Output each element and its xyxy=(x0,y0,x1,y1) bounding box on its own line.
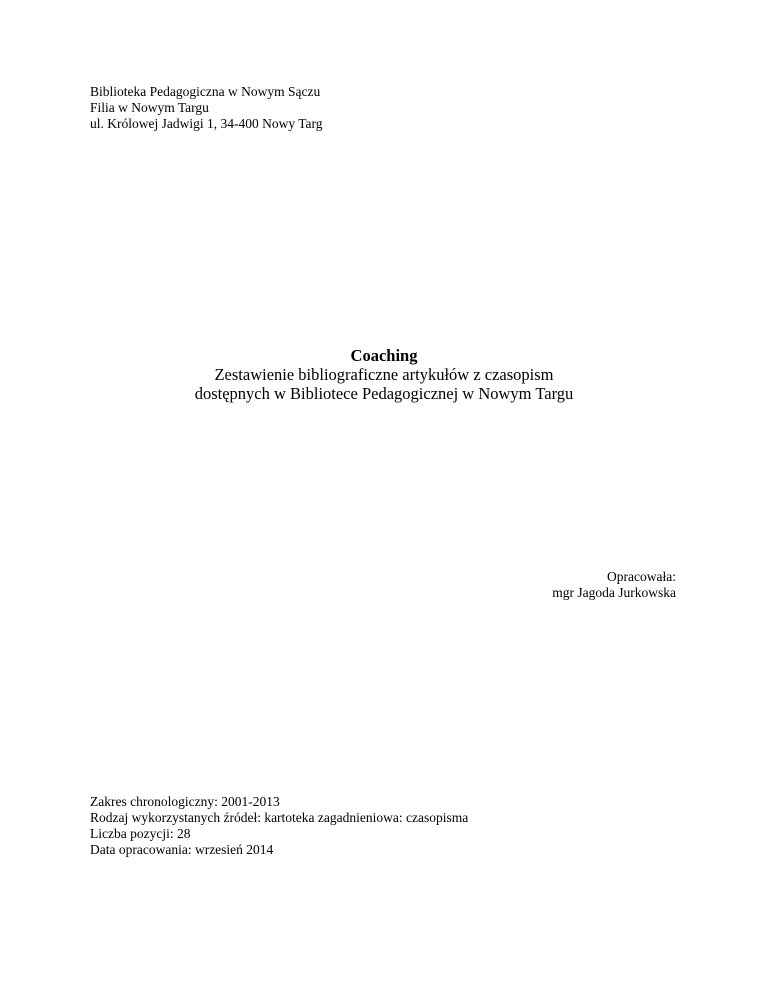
library-branch: Filia w Nowym Targu xyxy=(90,100,209,115)
author-label: Opracowała: xyxy=(607,569,676,584)
source-types: Rodzaj wykorzystanych źródeł: kartoteka zagadnieniowa: czasopisma xyxy=(90,810,469,825)
title-block xyxy=(0,346,768,403)
compilation-date: Data opracowania: wrzesień 2014 xyxy=(90,842,274,857)
document-subtitle-line-2: dostępnych w Bibliotece Pedagogicznej w Nowym Targu xyxy=(194,384,574,403)
document-title: Coaching xyxy=(350,346,418,365)
author-name: mgr Jagoda Jurkowska xyxy=(552,585,676,600)
library-name: Biblioteka Pedagogiczna w Nowym Sączu xyxy=(90,84,321,99)
chronological-range: Zakres chronologiczny: 2001-2013 xyxy=(90,794,280,809)
library-address: ul. Królowej Jadwigi 1, 34-400 Nowy Targ xyxy=(90,116,323,131)
document-subtitle-line-1: Zestawienie bibliograficzne artykułów z czasopism xyxy=(214,365,554,384)
library-header xyxy=(90,84,323,132)
metadata-footer xyxy=(90,794,468,858)
item-count: Liczba pozycji: 28 xyxy=(90,826,191,841)
author-block xyxy=(552,569,676,601)
